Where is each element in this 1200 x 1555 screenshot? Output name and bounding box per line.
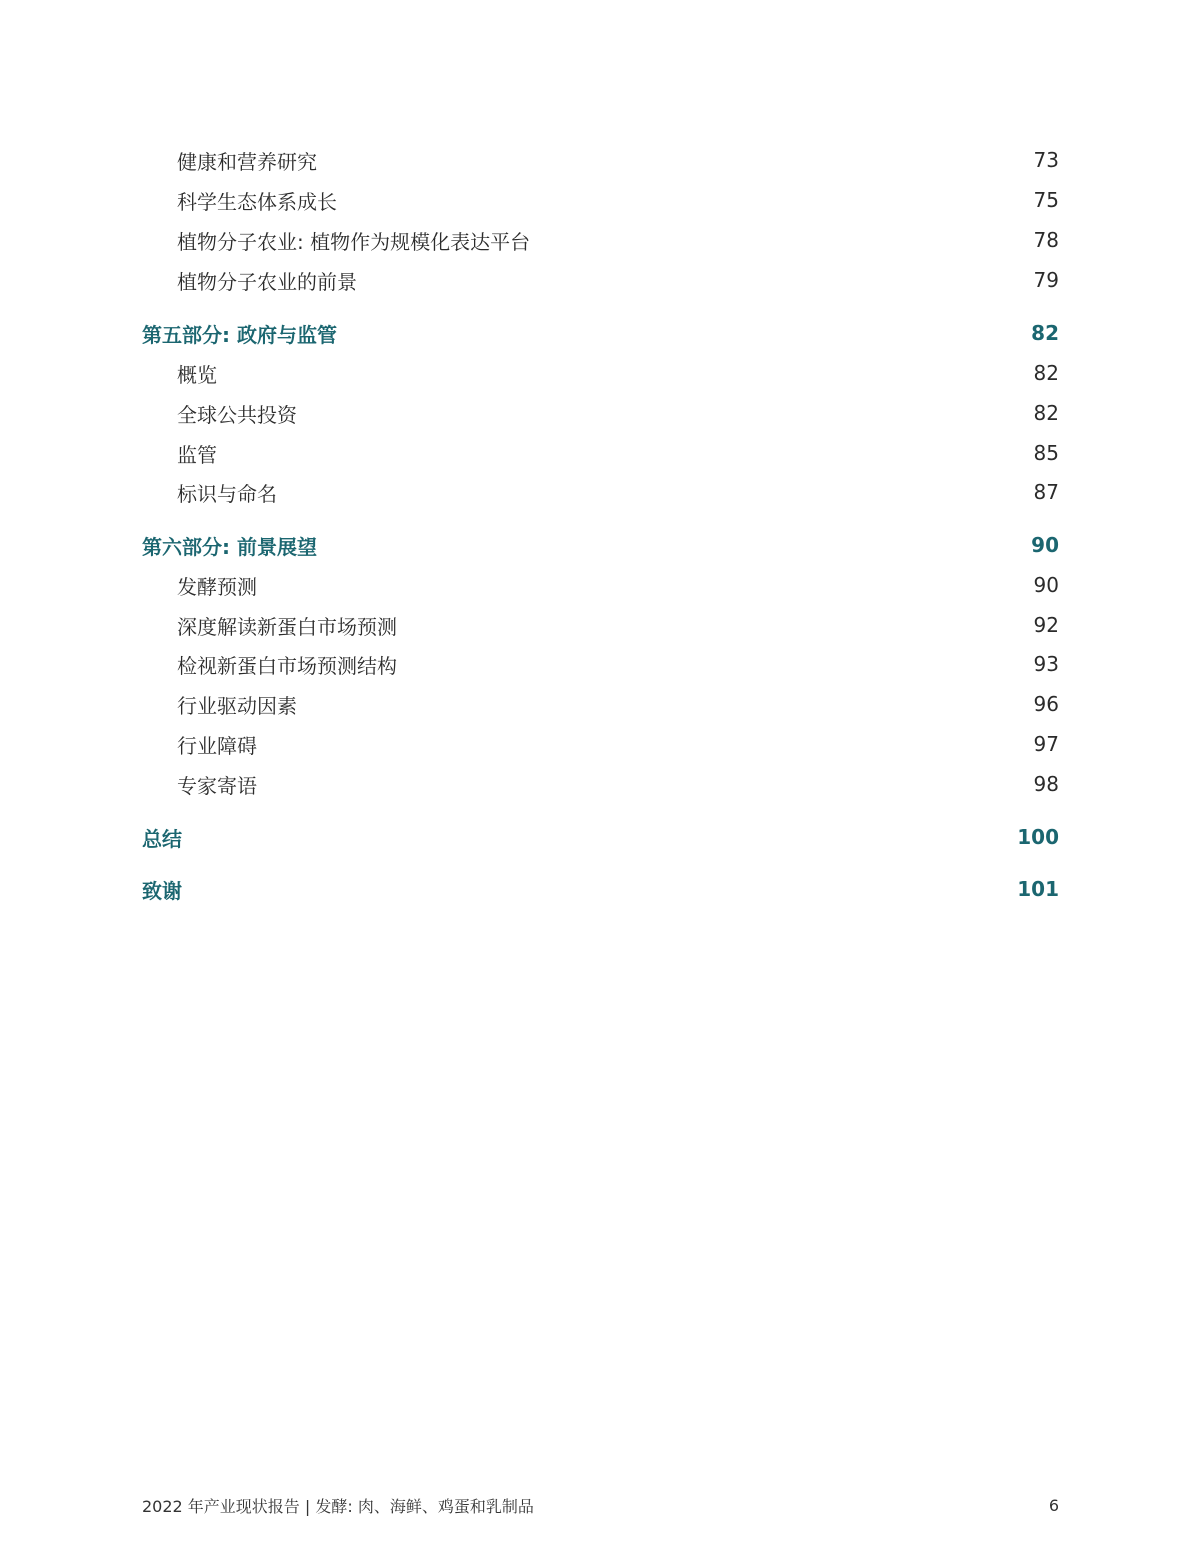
toc-entry-market-forecast-structure[interactable] bbox=[142, 649, 1059, 679]
toc-entry-market-forecast-deep-dive[interactable] bbox=[142, 610, 1059, 640]
toc-section-page: 90 bbox=[1031, 533, 1059, 557]
toc-section-label: 第六部分: 前景展望 bbox=[142, 534, 317, 559]
toc-section-acknowledgements[interactable] bbox=[142, 874, 1059, 904]
toc-section-page: 100 bbox=[1017, 825, 1059, 849]
toc-entry-overview[interactable] bbox=[142, 358, 1059, 388]
toc-entry-plant-molecular-farming-outlook[interactable] bbox=[142, 265, 1059, 295]
toc-entry-label: 全球公共投资 bbox=[177, 402, 297, 427]
toc-entry-expert-message[interactable] bbox=[142, 769, 1059, 799]
toc-entry-industry-drivers[interactable] bbox=[142, 689, 1059, 719]
toc-entry-health-nutrition-research[interactable] bbox=[142, 145, 1059, 175]
toc-entry-page: 82 bbox=[1033, 361, 1059, 385]
toc-section-label: 致谢 bbox=[142, 878, 182, 903]
toc-entry-label: 概览 bbox=[177, 362, 217, 387]
footer-page-number: 6 bbox=[1048, 1495, 1059, 1515]
toc-entry-label: 科学生态体系成长 bbox=[177, 189, 337, 214]
toc-entry-label: 深度解读新蛋白市场预测 bbox=[177, 614, 397, 639]
toc-section-summary[interactable] bbox=[142, 822, 1059, 852]
toc-entry-science-ecosystem[interactable] bbox=[142, 185, 1059, 215]
toc-entry-page: 75 bbox=[1033, 188, 1059, 212]
toc-entry-plant-molecular-farming[interactable] bbox=[142, 225, 1059, 255]
toc-entry-label: 行业驱动因素 bbox=[177, 693, 297, 718]
toc-entry-page: 97 bbox=[1033, 732, 1059, 756]
toc-entry-labeling-naming[interactable] bbox=[142, 477, 1059, 507]
toc-entry-global-public-investment[interactable] bbox=[142, 398, 1059, 428]
toc-entry-label: 健康和营养研究 bbox=[177, 149, 317, 174]
footer-title: 2022 年产业现状报告 | 发酵: 肉、海鲜、鸡蛋和乳制品 bbox=[142, 1496, 534, 1516]
toc-entry-page: 79 bbox=[1033, 268, 1059, 292]
toc-entry-fermentation-forecast[interactable] bbox=[142, 570, 1059, 600]
toc-section-part-six[interactable] bbox=[142, 530, 1059, 560]
toc-section-part-five[interactable] bbox=[142, 318, 1059, 348]
toc-entry-page: 92 bbox=[1033, 613, 1059, 637]
toc-entry-industry-barriers[interactable] bbox=[142, 729, 1059, 759]
toc-entry-label: 植物分子农业的前景 bbox=[177, 269, 357, 294]
toc-entry-page: 85 bbox=[1033, 441, 1059, 465]
toc-entry-page: 90 bbox=[1033, 573, 1059, 597]
toc-entry-page: 82 bbox=[1033, 401, 1059, 425]
page-footer bbox=[142, 1492, 1059, 1518]
toc-entry-label: 植物分子农业: 植物作为规模化表达平台 bbox=[177, 229, 531, 254]
toc-entry-label: 标识与命名 bbox=[177, 481, 277, 506]
toc-entry-page: 87 bbox=[1033, 480, 1059, 504]
toc-entry-regulation[interactable] bbox=[142, 438, 1059, 468]
toc-section-label: 第五部分: 政府与监管 bbox=[142, 322, 337, 347]
toc-entry-page: 96 bbox=[1033, 692, 1059, 716]
toc-section-page: 82 bbox=[1031, 321, 1059, 345]
toc-section-label: 总结 bbox=[142, 826, 182, 851]
toc-section-page: 101 bbox=[1017, 877, 1059, 901]
toc-entry-page: 78 bbox=[1033, 228, 1059, 252]
toc-entry-label: 发酵预测 bbox=[177, 574, 257, 599]
toc-entry-label: 监管 bbox=[177, 442, 217, 467]
toc-entry-page: 93 bbox=[1033, 652, 1059, 676]
toc-entry-page: 73 bbox=[1033, 148, 1059, 172]
toc-entry-label: 检视新蛋白市场预测结构 bbox=[177, 653, 397, 678]
toc-entry-label: 专家寄语 bbox=[177, 773, 257, 798]
toc-entry-page: 98 bbox=[1033, 772, 1059, 796]
toc-entry-label: 行业障碍 bbox=[177, 733, 257, 758]
